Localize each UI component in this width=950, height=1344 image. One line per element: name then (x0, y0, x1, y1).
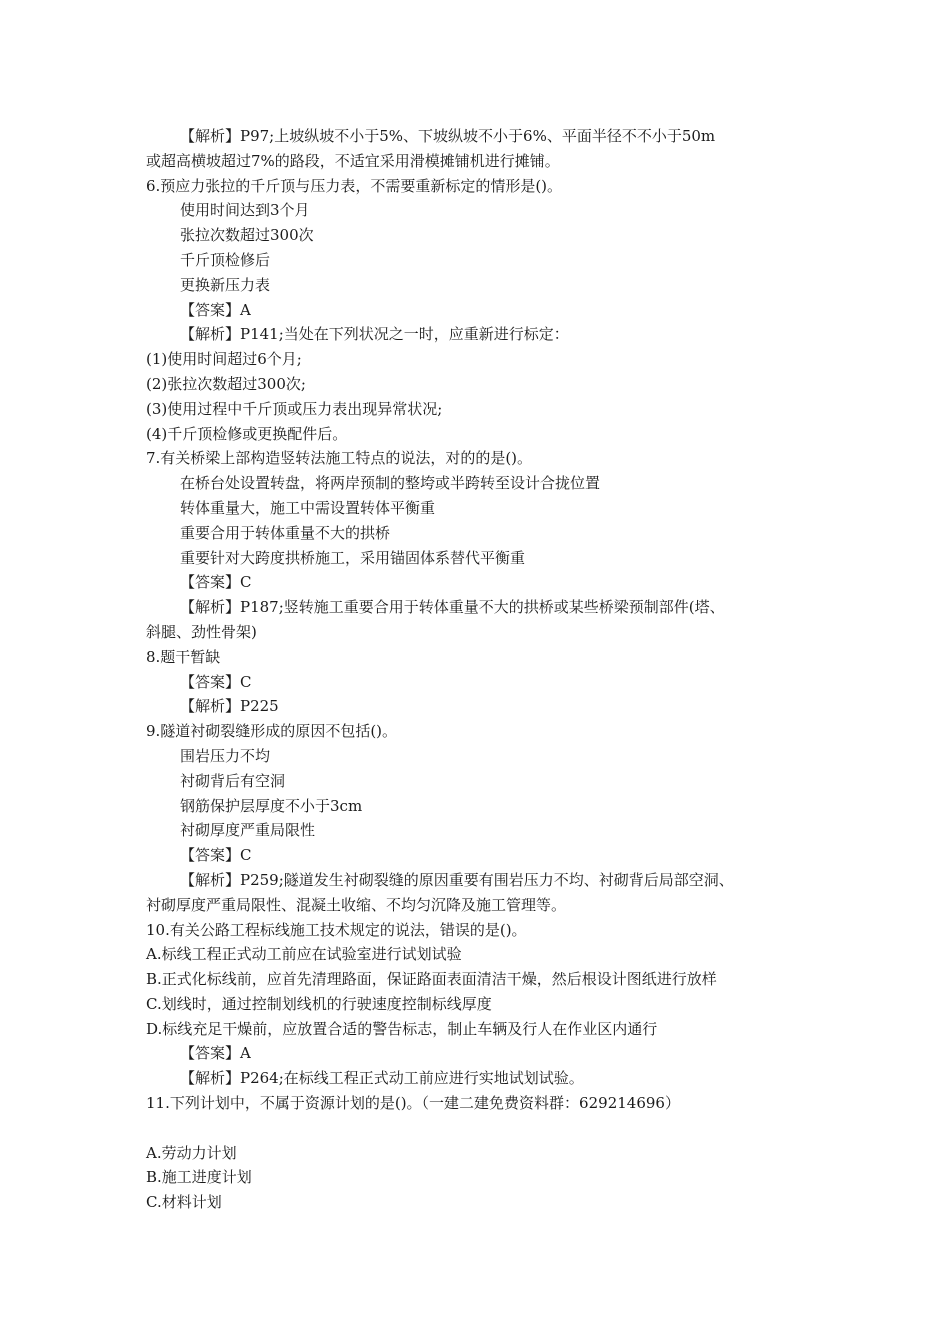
text-line: (4)千斤顶检修或更换配件后。 (146, 424, 348, 443)
text-line: 【答案】A (180, 300, 251, 319)
text-line: (2)张拉次数超过300次; (146, 374, 306, 393)
text-line: 衬砌背后有空洞 (180, 771, 286, 790)
text-line: 【解析】P264;在标线工程正式动工前应进行实地试划试验。 (180, 1069, 584, 1088)
text-line: B.施工进度计划 (146, 1168, 252, 1187)
text-line: 【答案】C (180, 573, 252, 592)
text-line: 钢筋保护层厚度不小于3cm (180, 796, 363, 815)
text-line: 转体重量大，施工中需设置转体平衡重 (180, 498, 436, 517)
text-line: 更换新压力表 (180, 275, 271, 294)
text-line: 或超高横坡超过7%的路段，不适宜采用滑模摊铺机进行摊铺。 (146, 151, 560, 170)
text-line: 【答案】C (180, 672, 252, 691)
text-line: (3)使用过程中千斤顶或压力表出现异常状况; (146, 399, 443, 418)
blank-line (146, 1116, 836, 1141)
text-line: 【解析】P259;隧道发生衬砌裂缝的原因重要有围岩压力不均、衬砌背后局部空洞、 (180, 870, 734, 889)
text-line: A.劳动力计划 (146, 1143, 237, 1162)
text-line: 【解析】P187;竖转施工重要合用于转体重量不大的拱桥或某些桥梁预制部件(塔、 (180, 598, 725, 617)
text-line: 衬砌厚度严重局限性、混凝土收缩、不均匀沉降及施工管理等。 (146, 895, 567, 914)
text-line: C.材料计划 (146, 1193, 222, 1212)
text-line: 6.预应力张拉的千斤顶与压力表，不需要重新标定的情形是()。 (146, 176, 563, 195)
text-line: 衬砌厚度严重局限性 (180, 821, 316, 840)
text-line: 斜腿、劲性骨架) (146, 622, 257, 641)
document-body (146, 124, 836, 1215)
text-line: 9.隧道衬砌裂缝形成的原因不包括()。 (146, 722, 398, 741)
text-line: 10.有关公路工程标线施工技术规定的说法，错误的是()。 (146, 920, 527, 939)
text-line: 张拉次数超过300次 (180, 226, 314, 245)
text-line: 围岩压力不均 (180, 746, 271, 765)
text-line: 【答案】A (180, 1044, 251, 1063)
text-line: 重要针对大跨度拱桥施工，采用锚固体系替代平衡重 (180, 548, 526, 567)
text-line: 【解析】P141;当处在下列状况之一时，应重新进行标定： (180, 325, 569, 344)
text-line: 8.题干暂缺 (146, 647, 221, 666)
text-line: B.正式化标线前，应首先清理路面，保证路面表面清洁干燥，然后根设计图纸进行放样 (146, 970, 717, 989)
text-line: 【解析】P225 (180, 697, 279, 716)
text-line: 【答案】C (180, 846, 252, 865)
text-line: 重要合用于转体重量不大的拱桥 (180, 523, 391, 542)
text-line: 【解析】P97;上坡纵坡不小于5%、下坡纵坡不小于6%、平面半径不不小于50m (180, 127, 716, 145)
text-line: (1)使用时间超过6个月; (146, 350, 302, 369)
text-line: 千斤顶检修后 (180, 250, 271, 269)
text-line: A.标线工程正式动工前应在试验室进行试划试验 (146, 945, 462, 964)
text-line: 在桥台处设置转盘，将两岸预制的整垮或半跨转至设计合拢位置 (180, 474, 601, 493)
text-line: C.划线时，通过控制划线机的行驶速度控制标线厚度 (146, 994, 492, 1013)
text-line: 11.下列计划中，不属于资源计划的是()。（一建二建免费资料群：629214696） (146, 1094, 680, 1113)
text-line: 7.有关桥梁上部构造竖转法施工特点的说法，对的的是()。 (146, 449, 533, 468)
text-line: D.标线充足干燥前，应放置合适的警告标志，制止车辆及行人在作业区内通行 (146, 1019, 658, 1038)
text-line: 使用时间达到3个月 (180, 201, 310, 220)
